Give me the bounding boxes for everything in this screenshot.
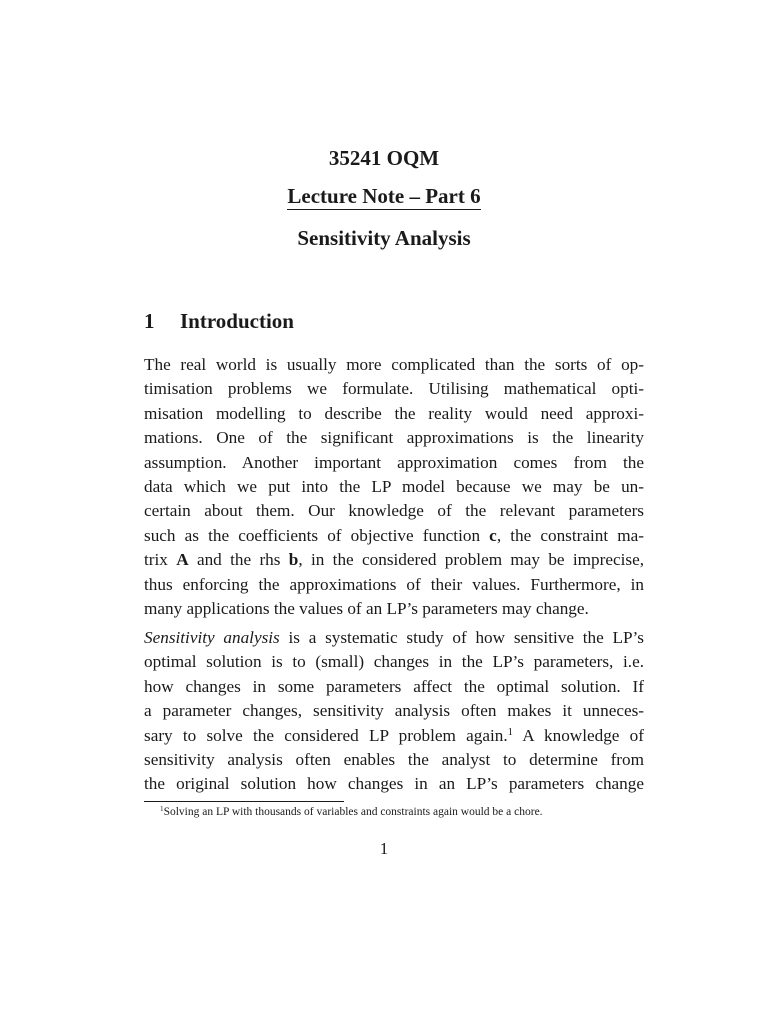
text-fragment: , in the considered problem may be imprecise, [298,550,644,570]
footnote-text: Solving an LP with thousands of variables and constraints again would be a chore. [163,806,543,818]
paragraph-sensitivity [144,626,644,797]
text-line: how changes in some parameters affect the optimal solution. If [144,676,644,696]
course-title: 35241 OQM [328,146,440,170]
lecture-part-text: Lecture Note – Part 6 [287,184,481,208]
text-line: many applications the values of an LP’s parameters may change. [144,598,589,618]
text-line [144,626,644,650]
text-line [144,548,644,572]
lecture-part-title [0,184,768,209]
text-line: misation modelling to describe the reality would need approxi- [144,403,644,423]
bold-symbol-c: c [489,525,497,545]
text-line: certain about them. Our knowledge of the relevant parameters [144,501,644,521]
text-line: the original solution how changes in an LP’s parameters change [144,774,644,794]
topic-title: Sensitivity Analysis [297,226,471,250]
text-line: The real world is usually more complicated than the sorts of op- [144,355,644,374]
text-fragment: and the rhs [188,550,289,570]
footnote-marker: 1 [160,805,164,814]
text-line: sensitivity analysis often enables the analyst to determine from [144,749,644,769]
text-line: a parameter changes, sensitivity analysis often makes it unneces- [144,701,644,721]
text-line: assumption. Another important approximation comes from the [144,452,644,472]
bold-symbol-A: A [176,550,189,570]
footnote-ref[interactable]: 1 [507,726,513,738]
text-fragment: A knowledge of [513,725,644,745]
emphasis-term: Sensitivity analysis [144,628,280,647]
text-fragment: trix [144,550,177,570]
text-fragment: sary to solve the considered LP problem again. [144,725,508,745]
footnote-divider [144,801,344,802]
footnote [144,804,644,820]
text-line: timisation problems we formulate. Utilising mathematical opti- [144,379,644,399]
text-fragment: such as the coefficients of objective function [144,525,490,545]
section-number: 1 [144,309,155,333]
text-line [144,524,644,548]
text-fragment: , the constraint ma- [496,525,644,545]
paragraph-introduction [144,353,644,621]
text-line: optimal solution is to (small) changes in the LP’s parameters, i.e. [144,652,644,672]
page-number: 1 [379,839,389,858]
text-line [144,724,644,748]
text-line: thus enforcing the approximations of their values. Furthermore, in [144,574,644,594]
section-heading [144,309,294,334]
text-line: mations. One of the significant approximations is the linearity [144,428,644,448]
text-line: data which we put into the LP model because we may be un- [144,476,644,496]
bold-symbol-b: b [288,550,299,570]
text-fragment: is a systematic study of how sensitive the LP’s [279,628,644,647]
section-title: Introduction [180,309,294,333]
